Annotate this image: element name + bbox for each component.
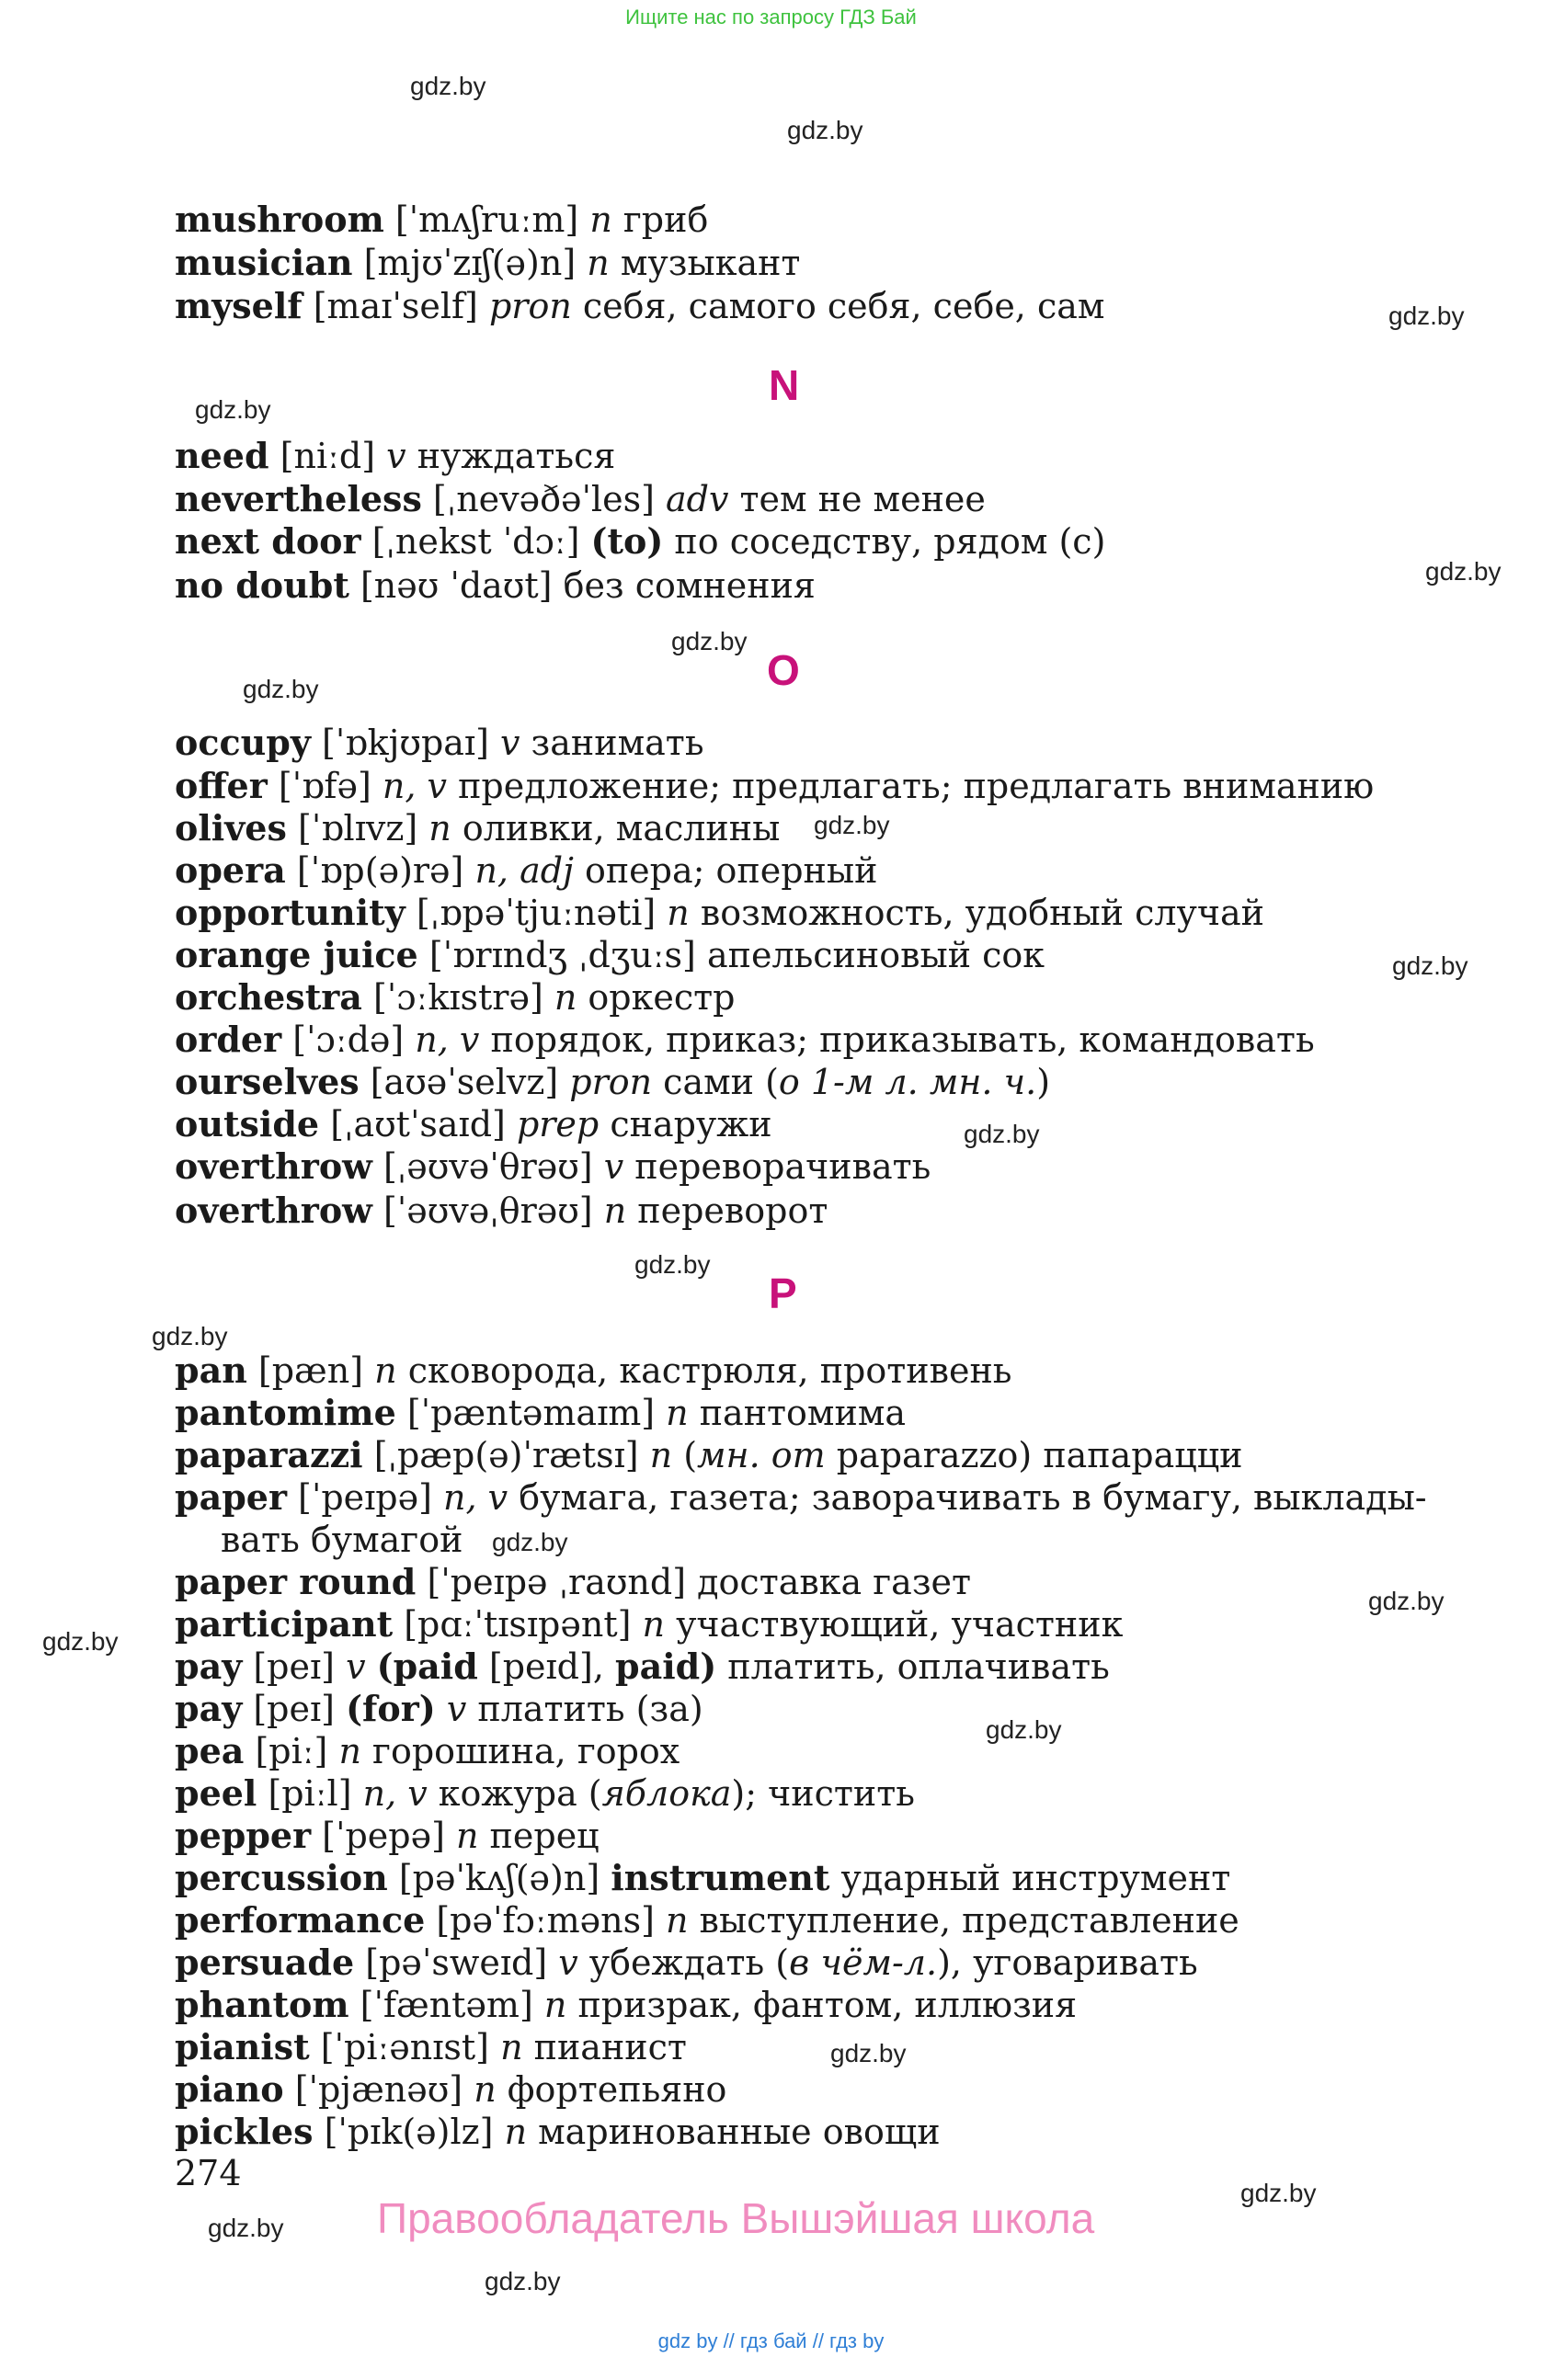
dictionary-entry [175, 722, 704, 764]
watermark: gdz.by [1388, 302, 1465, 330]
transcription: [ˌnekst ˈdɔː] [360, 521, 591, 562]
dictionary-entry [175, 1561, 971, 1603]
headword: performance [175, 1899, 426, 1941]
transcription: [ˌpæp(ə)ˈrætsɪ] [362, 1435, 650, 1475]
dictionary-entry [175, 285, 1104, 327]
dictionary-entry [175, 1019, 1315, 1061]
definition: занимать [520, 723, 704, 763]
transcription: [ˌaʊtˈsaɪd] [319, 1104, 517, 1144]
headword: participant [175, 1603, 394, 1645]
part-of-speech: pron [488, 286, 572, 326]
part-of-speech: n [554, 977, 577, 1018]
transcription: [ˈpeɪpə] [286, 1477, 444, 1518]
definition: ( [672, 1435, 698, 1475]
transcription: [pəˈkʌʃ(ə)n] [387, 1858, 611, 1898]
dictionary-entry [175, 199, 708, 241]
dictionary-entry [175, 2111, 941, 2153]
dictionary-entry [175, 520, 1105, 563]
headword: persuade [175, 1942, 355, 1983]
italic-note: о 1-м л. мн. ч. [778, 1062, 1037, 1102]
dictionary-entry [175, 1476, 1427, 1519]
definition: пианист [522, 2027, 687, 2067]
transcription: [nəʊ ˈdaʊt] [348, 565, 564, 606]
dictionary-entry [175, 1603, 1123, 1646]
transcription: [pəˈsweɪd] [354, 1942, 559, 1983]
part-of-speech: n [338, 1731, 361, 1771]
watermark: gdz.by [986, 1715, 1062, 1744]
part-of-speech: n [665, 1900, 689, 1941]
watermark: gdz.by [1392, 951, 1468, 980]
headword: paparazzi [175, 1434, 363, 1475]
part-of-speech: v [558, 1942, 578, 1983]
definition: снаружи [599, 1104, 772, 1144]
bold-note: (to) [590, 520, 664, 562]
headword: olives [175, 807, 287, 848]
headword: overthrow [175, 1145, 372, 1187]
watermark: gdz.by [787, 116, 863, 144]
definition: сковорода, кастрюля, противень [396, 1350, 1012, 1391]
part-of-speech: adv [665, 479, 729, 519]
transcription: [ˈɒfə] [267, 766, 383, 806]
dictionary-entry [175, 1103, 772, 1145]
definition: участвующий, участник [664, 1604, 1124, 1645]
dictionary-entry [175, 1688, 703, 1730]
headword: need [175, 435, 269, 476]
dictionary-entry [175, 1942, 1198, 1984]
definition: опера; оперный [573, 850, 878, 891]
copyright-notice: Правообладатель Вышэйшая школа [377, 2194, 1095, 2242]
definition: предложение; предлагать; предлагать вниманию [446, 766, 1375, 806]
bold-note: (paid [376, 1646, 478, 1687]
headword: myself [175, 285, 303, 326]
dictionary-entry [175, 1730, 680, 1772]
definition: тем не менее [728, 479, 986, 519]
part-of-speech: n [543, 1985, 567, 2025]
part-of-speech: n, adj [474, 850, 574, 891]
transcription: [peɪ] [242, 1646, 347, 1687]
watermark: gdz.by [195, 395, 271, 424]
definition: апельсиновый сок [706, 935, 1045, 975]
part-of-speech: n [455, 1816, 479, 1856]
transcription: [maɪˈself] [302, 286, 489, 326]
headword: pantomime [175, 1392, 396, 1433]
definition: горошина, горох [360, 1731, 680, 1771]
definition: по соседству, рядом (с) [663, 521, 1106, 562]
dictionary-entry [175, 2026, 687, 2068]
definition: ), уговаривать [937, 1942, 1198, 1983]
transcription: [peɪ] [242, 1689, 347, 1729]
headword: mushroom [175, 199, 384, 240]
dictionary-entry [175, 1646, 1110, 1688]
headword: percussion [175, 1857, 388, 1898]
section-letter-o: O [767, 646, 800, 694]
headword: paper [175, 1476, 287, 1518]
definition: перец [478, 1816, 600, 1856]
transcription: [ˈɔːdə] [281, 1019, 416, 1060]
bold-note: paid) [615, 1646, 717, 1687]
definition: переворачивать [623, 1146, 931, 1187]
headword: outside [175, 1103, 320, 1144]
transcription: [aʊəˈselvz] [359, 1062, 570, 1102]
transcription: [ˈɔːkɪstrə] [361, 977, 554, 1018]
transcription: [pəˈfɔːməns] [425, 1900, 666, 1941]
part-of-speech: n [649, 1435, 673, 1475]
headword: order [175, 1019, 282, 1060]
italic-note: v [446, 1689, 467, 1729]
headword: overthrow [175, 1190, 372, 1231]
watermark: gdz.by [830, 2039, 907, 2067]
dictionary-entry [175, 564, 816, 607]
headword: pianist [175, 2026, 310, 2067]
watermark: gdz.by [485, 2267, 561, 2295]
part-of-speech: pron [569, 1062, 653, 1102]
dictionary-entry [175, 242, 800, 284]
definition: переворот [626, 1190, 828, 1231]
dictionary-entry [175, 1984, 1077, 2026]
definition: пантомима [688, 1393, 907, 1433]
definition: ); чистить [731, 1773, 915, 1814]
transcription: [ˌnevəðəˈles] [421, 479, 666, 519]
definition: оливки, маслины [451, 808, 781, 848]
definition: вать бумагой [221, 1520, 463, 1560]
transcription: [mjʊˈzɪʃ(ə)n] [352, 243, 588, 283]
definition: маринованные овощи [527, 2112, 941, 2152]
dictionary-entry [175, 1857, 1230, 1899]
headword: nevertheless [175, 478, 422, 519]
definition: сами ( [652, 1062, 779, 1102]
definition: выступление, представление [688, 1900, 1239, 1941]
transcription: [ˈɒrɪndʒ ˌdʒuːs] [417, 935, 707, 975]
bold-note: instrument [611, 1857, 830, 1898]
dictionary-entry [175, 1772, 915, 1815]
page-number: 274 [175, 2153, 242, 2193]
transcription: [ˈəʊvəˌθrəʊ] [371, 1190, 604, 1231]
part-of-speech: n [589, 199, 612, 240]
transcription: [ˈmʌʃruːm] [383, 199, 590, 240]
watermark: gdz.by [492, 1528, 568, 1556]
headword: orchestra [175, 976, 362, 1018]
dictionary-entry [175, 478, 986, 520]
definition: [peɪd], [477, 1646, 615, 1687]
part-of-speech: n [504, 2112, 528, 2152]
part-of-speech: n [642, 1604, 665, 1645]
definition: призрак, фантом, иллюзия [566, 1985, 1078, 2025]
definition: доставка газет [697, 1562, 972, 1602]
definition: ) [1036, 1062, 1051, 1102]
watermark: gdz.by [410, 72, 486, 100]
dictionary-entry [175, 976, 736, 1019]
transcription: [ˈɒkjʊpaɪ] [310, 723, 500, 763]
dictionary-entry [175, 1815, 600, 1857]
headword: pan [175, 1349, 247, 1391]
headword: opportunity [175, 892, 405, 933]
part-of-speech: n [667, 893, 690, 933]
transcription: [ˈɒlɪvz] [286, 808, 429, 848]
headword: piano [175, 2068, 284, 2110]
part-of-speech: v [346, 1646, 366, 1687]
definition: бумага, газета; заворачивать в бумагу, выклады- [508, 1477, 1427, 1518]
headword: orange juice [175, 934, 418, 975]
dictionary-entry [175, 934, 1045, 976]
italic-note: яблока [601, 1773, 732, 1814]
headword: pepper [175, 1815, 312, 1856]
part-of-speech: n [500, 2027, 523, 2067]
headword: pay [175, 1646, 243, 1687]
italic-note: мн. от [697, 1435, 826, 1475]
bold-note: (for) [346, 1688, 436, 1729]
definition [436, 1689, 447, 1729]
part-of-speech: n, v [415, 1019, 480, 1060]
transcription: [ˈfæntəm] [348, 1985, 544, 2025]
definition: paparazzo) папарацци [825, 1435, 1243, 1475]
section-letter-n: N [769, 361, 800, 409]
dictionary-entry [175, 1061, 1050, 1103]
transcription: [ˈpepə] [311, 1816, 456, 1856]
headword: pay [175, 1688, 243, 1729]
transcription: [ˈpiːənɪst] [309, 2027, 501, 2067]
watermark: gdz.by [1368, 1587, 1445, 1615]
part-of-speech: v [500, 723, 520, 763]
watermark: gdz.by [208, 2214, 284, 2242]
definition: кожура ( [427, 1773, 602, 1814]
watermark: gdz.by [243, 675, 319, 703]
part-of-speech: n [374, 1350, 397, 1391]
transcription: [piː] [244, 1731, 339, 1771]
dictionary-entry [221, 1519, 463, 1561]
part-of-speech: n [474, 2069, 497, 2110]
transcription: [ˌəʊvəˈθrəʊ] [371, 1146, 604, 1187]
transcription: [niːd] [268, 436, 387, 476]
definition: возможность, удобный случай [689, 893, 1264, 933]
definition: порядок, приказ; приказывать, командовать [479, 1019, 1315, 1060]
dictionary-entry [175, 2068, 726, 2111]
dictionary-entry [175, 892, 1264, 934]
definition [366, 1646, 377, 1687]
transcription: [ˈpæntəmaɪm] [395, 1393, 667, 1433]
part-of-speech: n [603, 1190, 627, 1231]
headword: no doubt [175, 564, 349, 606]
watermark: gdz.by [964, 1120, 1040, 1148]
definition: себя, самого себя, себе, сам [571, 286, 1105, 326]
part-of-speech: n, v [382, 766, 447, 806]
transcription: [ˈpɪk(ə)lz] [313, 2112, 505, 2152]
transcription: [ˈɒp(ə)rə] [285, 850, 475, 891]
watermark: gdz.by [1425, 557, 1502, 586]
headword: phantom [175, 1984, 349, 2025]
dictionary-entry [175, 1392, 906, 1434]
definition: платить, оплачивать [716, 1646, 1110, 1687]
headword: peel [175, 1772, 257, 1814]
definition: оркестр [577, 977, 736, 1018]
dictionary-entry [175, 807, 780, 849]
definition: без сомнения [563, 565, 816, 606]
definition: нуждаться [405, 436, 616, 476]
definition: музыкант [609, 243, 801, 283]
part-of-speech: prep [516, 1104, 600, 1144]
definition: гриб [611, 199, 709, 240]
transcription: [pɑːˈtɪsɪpənt] [393, 1604, 643, 1645]
transcription: [piːl] [257, 1773, 363, 1814]
dictionary-entry [175, 1899, 1239, 1942]
transcription: [pæn] [246, 1350, 375, 1391]
transcription: [ˈpeɪpə ˌraʊnd] [416, 1562, 698, 1602]
watermark: gdz.by [152, 1322, 228, 1350]
part-of-speech: n [587, 243, 610, 283]
dictionary-entry [175, 849, 877, 892]
headword: pickles [175, 2111, 314, 2152]
part-of-speech: n [428, 808, 451, 848]
dictionary-entry [175, 1434, 1242, 1476]
italic-note: в чём-л. [789, 1942, 938, 1983]
watermark: gdz.by [671, 627, 748, 655]
watermark: gdz.by [42, 1627, 119, 1656]
transcription: [ˌɒpəˈtjuːnəti] [405, 893, 668, 933]
part-of-speech: v [603, 1146, 624, 1187]
headword: ourselves [175, 1061, 360, 1102]
dictionary-entry [175, 435, 615, 477]
watermark: gdz.by [634, 1250, 711, 1279]
definition: ударный инструмент [829, 1858, 1231, 1898]
definition: убеждать ( [577, 1942, 790, 1983]
dictionary-entry [175, 765, 1374, 807]
part-of-speech: v [386, 436, 406, 476]
footer-links: gdz by // гдз бай // гдз by [657, 2329, 885, 2352]
transcription: [ˈpjænəʊ] [283, 2069, 474, 2110]
headword: pea [175, 1730, 245, 1771]
definition: платить (за) [466, 1689, 703, 1729]
definition: фортепьяно [496, 2069, 727, 2110]
part-of-speech: n [666, 1393, 689, 1433]
part-of-speech: n, v [362, 1773, 428, 1814]
headword: occupy [175, 722, 311, 763]
part-of-speech: n, v [443, 1477, 508, 1518]
headword: next door [175, 520, 361, 562]
dictionary-entry [175, 1190, 828, 1232]
headword: offer [175, 765, 268, 806]
dictionary-entry [175, 1349, 1011, 1392]
headword: opera [175, 849, 286, 891]
top-banner: Ищите нас по запросу ГДЗ Бай [625, 6, 917, 28]
headword: musician [175, 242, 353, 283]
dictionary-entry [175, 1145, 931, 1188]
watermark: gdz.by [814, 811, 890, 839]
watermark: gdz.by [1240, 2179, 1317, 2207]
section-letter-p: P [769, 1270, 797, 1317]
headword: paper round [175, 1561, 417, 1602]
